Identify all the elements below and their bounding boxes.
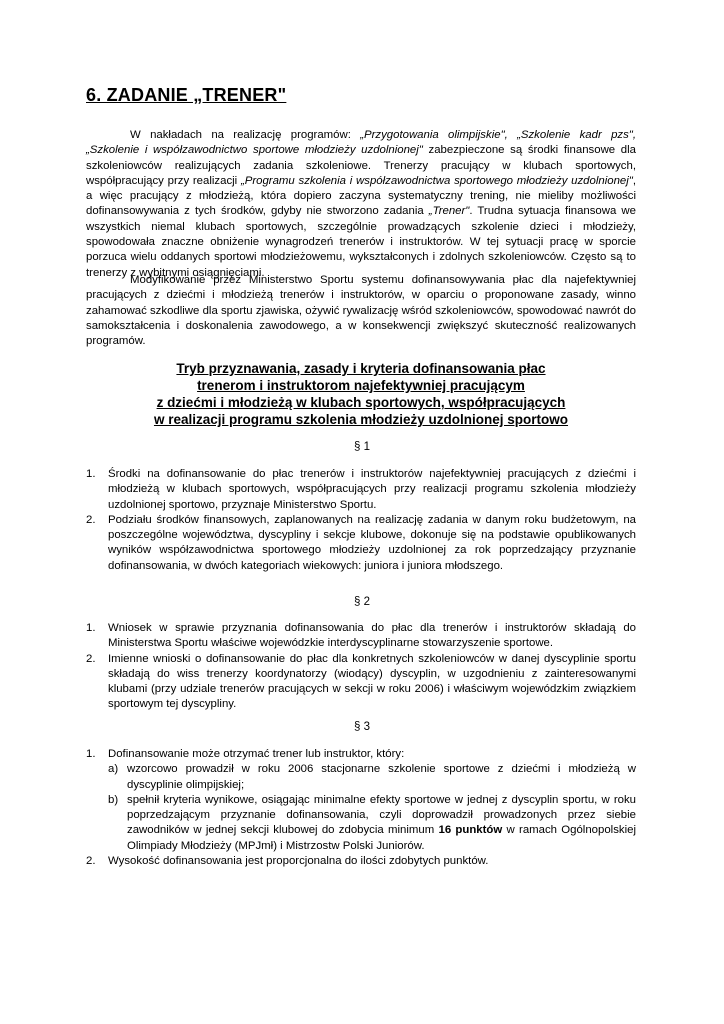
item-number: 2. — [86, 855, 96, 868]
sub-item-text: wzorcowo prowadził w roku 2006 stacjonarne szkolenie sportowe z dziećmi i młodzieżą w dyscyplinie olimpijskiej; — [127, 763, 636, 791]
list-item — [86, 467, 636, 513]
sub-item-text: w ramach Ogólnopolskiej Olimpiady Młodzieży (MPJmł) i Mistrzostw Polski Juniorów. — [127, 824, 636, 852]
subtitle-line: Tryb przyznawania, zasady i kryteria dofinansowania płac — [176, 361, 546, 376]
item-number: 1. — [86, 748, 96, 760]
section-subtitle — [86, 360, 636, 428]
list-item — [86, 652, 636, 713]
list-item — [86, 747, 636, 854]
section-2-list — [86, 621, 636, 713]
list-item — [86, 621, 636, 652]
item-text: Imienne wnioski o dofinansowanie do płac dla konkretnych szkoleniowców w danej dyscyplinie sportu składają do wiss trenerzy koordynatorzy (wiodący) dyscyplin, w uzgodnieniu z zainteresowanymi klubami (przy udziale trenerów pracujących w sekcji w roku 2006) i właściwym wojewódzkim związkiem sportowym tej dyscypliny. — [108, 652, 636, 711]
sub-item-text: spełnił kryteria wynikowe, osiągając minimalne efekty sportowe w jednej z dyscyplin sportu, w roku poprzedzającym przyznanie dofinansowania, czyli doprowadził prowadzonych przez siebie zawodników w jednej sekcji klubowej do zdobycia minimum — [127, 793, 636, 837]
points-threshold: 16 punktów — [438, 824, 503, 837]
intro-text: zabezpieczone są środki finansowe dla szkoleniowców realizujących zadania szkoleniowe. Trenerzy pracujący w klubach sportowych, współpracujący przy realizacji — [86, 144, 636, 187]
list-item — [86, 854, 636, 869]
sub-item-letter: a) — [108, 763, 119, 776]
paragraph-mark-3: § 3 — [354, 721, 370, 733]
task-name: „Trener" — [428, 205, 470, 218]
item-text: Dofinansowanie może otrzymać trener lub instruktor, który: — [108, 748, 405, 760]
paragraph-mark-1: § 1 — [354, 441, 370, 453]
subtitle-line: trenerom i instruktorom najefektywniej pracującym — [197, 378, 525, 393]
sub-list-item — [108, 793, 636, 854]
sub-list-item — [108, 762, 636, 793]
sub-list — [108, 762, 636, 854]
page-title: 6. ZADANIE „TRENER" — [86, 85, 287, 105]
item-number: 2. — [86, 513, 96, 526]
intro-paragraph-2: Modyfikowanie przez Ministerstwo Sportu systemu dofinansowywania płac dla najefektywniej pracujących z dziećmi i młodzieżą trenerów i instruktorów, w oparciu o proponowane zasady, winno zahamować szkodliwe dla sportu zjawiska, ożywić rywalizację wśród szkoleniowców, spowodować nawrót do samokształcenia i doskonalenia zawodowego, a w konsekwencji zwiększyć skuteczność realizowanych programów. — [86, 274, 636, 348]
paragraph-mark-2: § 2 — [354, 596, 370, 608]
intro-text: , a więc pracujący z młodzieżą, która dopiero zaczyna systematyczny trening, nie mieliby możliwości dofinansowywania z tych środków, gdyby nie stworzono zadania — [86, 174, 636, 218]
item-text: Wysokość dofinansowania jest proporcjonalna do ilości zdobytych punktów. — [108, 855, 489, 868]
subtitle-line: z dziećmi i młodzieżą w klubach sportowych, współpracujących — [156, 395, 566, 410]
sub-item-letter: b) — [108, 793, 119, 806]
program-names: „Przygotowania olimpijskie", „Szkolenie kadr pzs", „Szkolenie i współzawodnictwo sportowe młodzieży uzdolnionej" — [86, 129, 636, 157]
subtitle-line: w realizacji programu szkolenia młodzieży uzdolnionej sportowo — [153, 412, 569, 427]
item-text: Wniosek w sprawie przyznania dofinansowania do płac dla trenerów i instruktorów składają do Ministerstwa Sportu właściwe wojewódzkie interdyscyplinarne stowarzyszenie sportowe. — [108, 622, 636, 650]
list-item — [86, 513, 636, 574]
section-3-list — [86, 747, 636, 869]
item-text: Podziału środków finansowych, zaplanowanych na realizację zadania w danym roku budżetowym, na poszczególne województwa, dyscypliny i sekcje klubowe, dokonuje się na podstawie opublikowanych wyników współzawodnictwa sportowego młodzieży uzdolnionej za rok poprzedzający przyznanie dofinansowania, w dwóch kategoriach wiekowych: juniora i juniora młodszego. — [108, 513, 636, 572]
item-number: 1. — [86, 468, 96, 480]
intro-text: . Trudna sytuacja finansowa we wszystkich niemal klubach sportowych, szczególnie prowadzących szkolenie dzieci i młodzieży, spowodowała znaczne obniżenie wynagrodzeń trenerów i instruktorów. W tej sytuacji pracę w sporcie porzuca wielu oddanych sportowi młodzieżowemu, wykształconych i zdolnych szkoleniowców. Często są to trenerzy z wybitnymi osiągnięciami. — [86, 205, 636, 279]
item-number: 2. — [86, 652, 96, 665]
section-1-list — [86, 467, 636, 574]
intro-text: W nakładach na realizację programów: — [130, 129, 361, 141]
item-number: 1. — [86, 622, 96, 634]
program-name: „Programu szkolenia i współzawodnictwa sportowego młodzieży uzdolnionej" — [240, 174, 633, 187]
intro-paragraph-1 — [86, 128, 636, 281]
item-text: Środki na dofinansowanie do płac trenerów i instruktorów najefektywniej pracujących z dziećmi i młodzieżą w klubach sportowych, współpracujących przy realizacji programu szkolenia młodzieży uzdolnionej sportowo, przyznaje Ministerstwo Sportu. — [108, 468, 636, 511]
